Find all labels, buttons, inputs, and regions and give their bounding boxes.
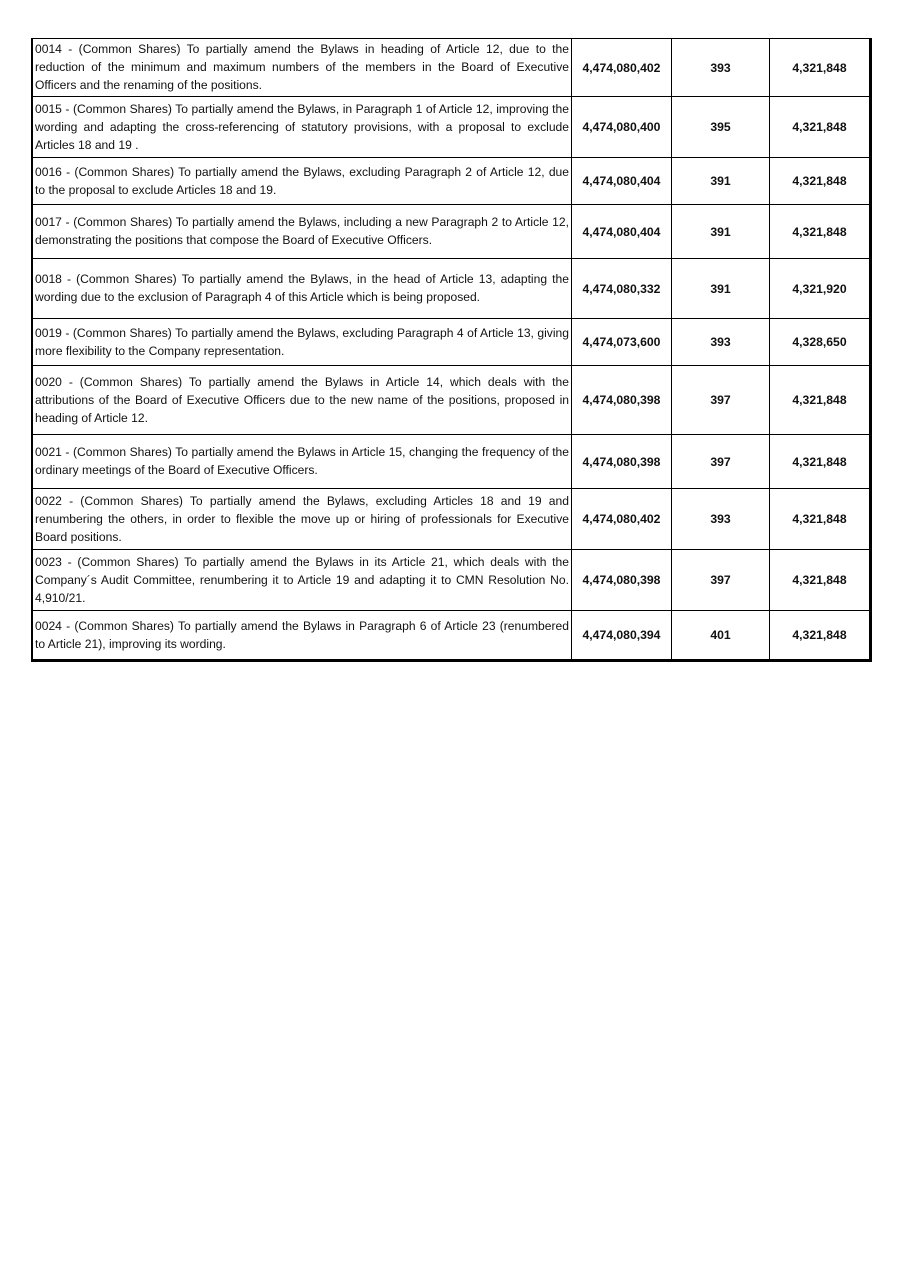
table-row — [32, 39, 871, 97]
approve-votes: 4,474,080,394 — [572, 611, 672, 661]
resolution-description: 0016 - (Common Shares) To partially amend the Bylaws, excluding Paragraph 2 of Article 12, due to the proposal to exclude Articles 18 and 19. — [32, 158, 572, 205]
reject-votes: 391 — [672, 158, 770, 205]
table-row — [32, 489, 871, 550]
table-row — [32, 611, 871, 661]
resolution-description: 0022 - (Common Shares) To partially amend the Bylaws, excluding Articles 18 and 19 and renumbering the others, in order to flexible the move up or hiring of professionals for Executive Board positions. — [32, 489, 572, 550]
table-row — [32, 319, 871, 366]
reject-votes: 401 — [672, 611, 770, 661]
abstain-votes: 4,321,848 — [770, 435, 871, 489]
abstain-votes: 4,321,848 — [770, 366, 871, 435]
reject-votes: 391 — [672, 259, 770, 319]
approve-votes: 4,474,080,400 — [572, 97, 672, 158]
reject-votes: 397 — [672, 366, 770, 435]
resolution-description: 0014 - (Common Shares) To partially amend the Bylaws in heading of Article 12, due to the reduction of the minimum and maximum numbers of the members in the Board of Executive Officers and the renaming of the positions. — [32, 39, 572, 97]
approve-votes: 4,474,080,402 — [572, 489, 672, 550]
table-row — [32, 366, 871, 435]
approve-votes: 4,474,080,332 — [572, 259, 672, 319]
reject-votes: 393 — [672, 489, 770, 550]
abstain-votes: 4,321,920 — [770, 259, 871, 319]
resolution-description: 0020 - (Common Shares) To partially amend the Bylaws in Article 14, which deals with the attributions of the Board of Executive Officers due to the new name of the positions, proposed in heading of Article 12. — [32, 366, 572, 435]
approve-votes: 4,474,080,398 — [572, 550, 672, 611]
abstain-votes: 4,321,848 — [770, 550, 871, 611]
resolution-description: 0021 - (Common Shares) To partially amend the Bylaws in Article 15, changing the frequency of the ordinary meetings of the Board of Executive Officers. — [32, 435, 572, 489]
table-row — [32, 205, 871, 259]
reject-votes: 397 — [672, 550, 770, 611]
reject-votes: 391 — [672, 205, 770, 259]
abstain-votes: 4,321,848 — [770, 97, 871, 158]
approve-votes: 4,474,080,398 — [572, 366, 672, 435]
abstain-votes: 4,321,848 — [770, 489, 871, 550]
resolution-description: 0015 - (Common Shares) To partially amend the Bylaws, in Paragraph 1 of Article 12, improving the wording and adapting the cross-referencing of statutory provisions, with a proposal to exclude Articles 18 and 19 . — [32, 97, 572, 158]
reject-votes: 393 — [672, 39, 770, 97]
table-row — [32, 97, 871, 158]
abstain-votes: 4,328,650 — [770, 319, 871, 366]
reject-votes: 393 — [672, 319, 770, 366]
voting-results-table — [31, 38, 872, 662]
table-row — [32, 158, 871, 205]
approve-votes: 4,474,073,600 — [572, 319, 672, 366]
reject-votes: 397 — [672, 435, 770, 489]
table-row — [32, 435, 871, 489]
approve-votes: 4,474,080,398 — [572, 435, 672, 489]
table-row — [32, 259, 871, 319]
approve-votes: 4,474,080,402 — [572, 39, 672, 97]
reject-votes: 395 — [672, 97, 770, 158]
resolution-description: 0017 - (Common Shares) To partially amend the Bylaws, including a new Paragraph 2 to Article 12, demonstrating the positions that compose the Board of Executive Officers. — [32, 205, 572, 259]
resolution-description: 0018 - (Common Shares) To partially amend the Bylaws, in the head of Article 13, adapting the wording due to the exclusion of Paragraph 4 of this Article which is being proposed. — [32, 259, 572, 319]
resolution-description: 0023 - (Common Shares) To partially amend the Bylaws in its Article 21, which deals with the Company´s Audit Committee, renumbering it to Article 19 and adapting it to CMN Resolution No. 4,910/21. — [32, 550, 572, 611]
abstain-votes: 4,321,848 — [770, 611, 871, 661]
approve-votes: 4,474,080,404 — [572, 205, 672, 259]
abstain-votes: 4,321,848 — [770, 205, 871, 259]
resolution-description: 0024 - (Common Shares) To partially amend the Bylaws in Paragraph 6 of Article 23 (renumbered to Article 21), improving its wording. — [32, 611, 572, 661]
approve-votes: 4,474,080,404 — [572, 158, 672, 205]
table-row — [32, 550, 871, 611]
abstain-votes: 4,321,848 — [770, 39, 871, 97]
abstain-votes: 4,321,848 — [770, 158, 871, 205]
resolution-description: 0019 - (Common Shares) To partially amend the Bylaws, excluding Paragraph 4 of Article 13, giving more flexibility to the Company representation. — [32, 319, 572, 366]
